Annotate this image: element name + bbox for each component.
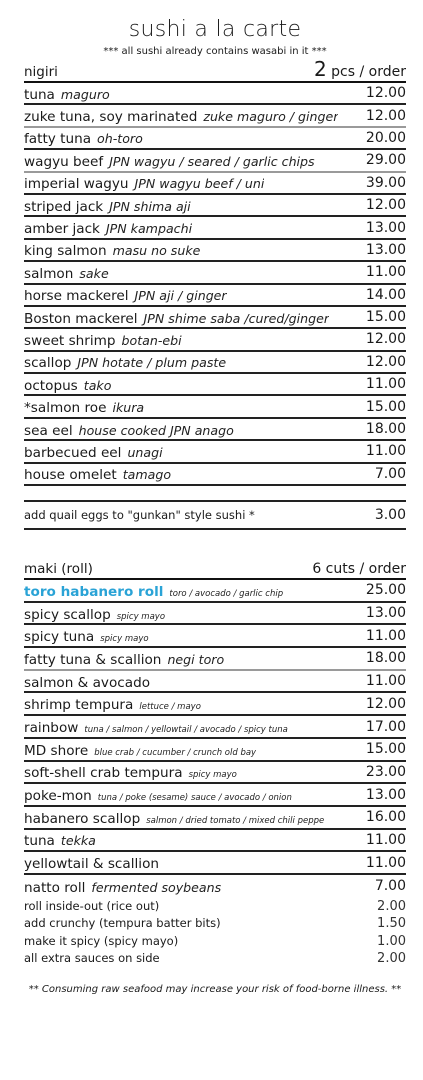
item-description: JPN shime saba /cured/ginger [143,310,330,326]
item-name: striped jack [24,198,104,215]
item-label [24,717,288,736]
item-description: fermented soybeans [91,879,222,895]
item-name: octopus [24,377,78,394]
item-price: 15.00 [365,398,406,415]
item-label [24,375,111,394]
extra-option-row [24,933,406,951]
item-price: 11.00 [365,831,406,848]
item-description: salmon / dried tomato / mixed chili peppe [146,815,325,826]
menu-item-row [24,648,406,671]
item-label [24,672,156,691]
item-description: spicy mayo [116,611,166,622]
extra-option-text: roll inside-out (rice out) [24,898,160,913]
item-name: tuna [24,833,55,850]
menu-item-row [24,441,406,463]
item-description: JPN aji / ginger [134,288,227,304]
menu-item-row [24,173,406,195]
menu-item-row [24,807,406,830]
menu-item-row [24,671,406,694]
wasabi-note: *** all sushi already contains wasabi in it *** [103,46,327,57]
menu-item-row [24,716,406,739]
item-name: horse mackerel [24,288,129,305]
menu-item-row [24,625,406,648]
item-description: toro / avocado / garlic chip [169,588,284,599]
item-price: 13.00 [365,786,406,803]
item-name: rainbow [24,720,79,736]
item-price: 20.00 [365,129,406,146]
quail-egg-addon [24,502,406,530]
extra-option-row [24,950,406,968]
item-price: 17.00 [365,718,406,735]
item-name: king salmon [24,243,107,260]
menu-item-row [24,217,406,239]
nigiri-spacer [24,486,406,502]
item-label [24,285,227,304]
menu-item-row [24,396,406,418]
item-description: tamago [122,467,172,483]
raw-seafood-warning: ** Consuming raw seafood may increase your risk of food-borne illness. ** [28,983,402,995]
item-name: habanero scallop [24,810,141,827]
item-name: scallop [24,355,72,372]
item-label [24,604,165,623]
item-price: 14.00 [365,286,406,303]
item-description: blue crab / cucumber / crunch old bay [94,747,257,758]
nigiri-list [24,83,406,486]
extra-option-price: 2.00 [377,951,406,967]
item-name: *salmon roe [24,400,107,417]
item-label [24,694,201,713]
item-description: masu no suke [112,243,201,259]
item-name: imperial wagyu [24,176,129,193]
menu-item-row [24,693,406,716]
item-label [24,442,163,461]
menu-item-row [24,830,406,853]
item-description: JPN wagyu beef / uni [134,176,265,192]
item-label [24,581,283,600]
item-price: 11.00 [365,264,406,281]
item-price: 11.00 [365,627,406,644]
extra-option-row [24,898,406,916]
item-name: soft-shell crab tempura [24,765,183,782]
item-label [24,740,256,759]
item-label [24,173,264,192]
item-price: 18.00 [365,650,406,667]
extra-option-price: 1.00 [377,933,406,949]
menu-item-row [24,150,406,172]
item-description: oh-toro [97,131,143,147]
item-price: 12.00 [365,331,406,348]
menu-page [24,16,406,995]
addon-price: 3.00 [374,507,406,524]
item-description: botan-ebi [121,332,182,348]
item-description: maguro [60,86,110,102]
item-name: poke-mon [24,788,92,805]
item-label [24,785,292,804]
item-description: spicy mayo [100,634,149,645]
item-label [24,263,109,282]
item-name: spicy scallop [24,606,111,623]
extra-option-row [24,915,406,933]
item-description: JPN wagyu / seared / garlic chips [109,153,315,169]
item-name: wagyu beef [24,153,104,170]
extra-option-price: 1.50 [377,916,406,932]
nigiri-per-order [313,57,406,81]
item-description: lettuce / mayo [139,702,201,713]
item-description: tekka [60,833,96,849]
item-label [24,196,191,215]
item-price: 39.00 [365,174,406,191]
item-label [24,397,144,416]
item-label [24,240,200,259]
item-description: spicy mayo [188,770,237,781]
extra-option-text: all extra sauces on side [24,951,160,966]
menu-item-row [24,603,406,626]
menu-item-row [24,419,406,441]
maki-per-order: 6 cuts / order [312,561,406,578]
item-price: 15.00 [365,741,406,758]
item-price: 12.00 [365,197,406,214]
item-description: tako [83,377,112,393]
item-name: sea eel [24,422,73,439]
item-description: JPN kampachi [105,221,193,237]
item-price: 11.00 [365,673,406,690]
menu-item-row [24,307,406,329]
item-price: 12.00 [365,695,406,712]
item-price: 11.00 [365,854,406,871]
menu-item-row [24,262,406,284]
menu-item-row [24,195,406,217]
item-name: tuna [24,86,55,103]
menu-item-row [24,762,406,785]
menu-item-row [24,739,406,762]
item-label [24,151,315,170]
item-price: 12.00 [365,85,406,102]
item-label [24,106,338,125]
item-name: salmon [24,265,74,282]
item-label [24,830,96,849]
menu-item-row [24,240,406,262]
menu-item-row [24,852,406,875]
item-label [24,877,221,896]
menu-item-row [24,784,406,807]
menu-item-row [24,83,406,105]
item-label [24,762,237,781]
extra-option-text: make it spicy (spicy mayo) [24,933,179,948]
addon-text: add quail eggs to "gunkan" style sushi * [24,508,255,523]
item-price: 29.00 [365,152,406,169]
item-price: 13.00 [365,241,406,258]
item-price: 12.00 [365,353,406,370]
item-price: 7.00 [374,465,406,482]
item-name: MD shore [24,742,89,759]
item-label [24,330,182,349]
item-label [24,352,226,371]
item-description: JPN hotate / plum paste [77,355,227,371]
item-price: 15.00 [365,309,406,326]
item-name: toro habanero roll [24,583,164,600]
maki-heading: maki (roll) [24,561,93,578]
item-name: fatty tuna [24,131,92,148]
maki-header [24,556,406,580]
item-name: Boston mackerel [24,310,138,327]
item-description: JPN shima aji [109,198,191,214]
menu-item-row [24,374,406,396]
menu-item-row [24,580,406,603]
item-name: house omelet [24,467,117,484]
item-name: salmon & avocado [24,674,151,691]
item-description: ikura [112,400,145,416]
nigiri-header [24,59,406,83]
item-label [24,218,192,237]
item-label [24,853,165,872]
item-description: tuna / poke (sesame) sauce / avocado / onion [97,793,292,804]
item-price: 11.00 [365,443,406,460]
item-name: spicy tuna [24,629,95,646]
item-description: tuna / salmon / yellowtail / avocado / spicy tuna [84,725,288,735]
item-label [24,420,234,439]
menu-item-row [24,352,406,374]
menu-item-row [24,329,406,351]
item-price: 23.00 [365,763,406,780]
extra-option-text: add crunchy (tempura batter bits) [24,916,221,931]
item-description: house cooked JPN anago [78,422,234,438]
extras-list [24,898,406,968]
nigiri-heading: nigiri [24,64,58,80]
maki-list [24,580,406,898]
item-label [24,626,149,645]
item-name: sweet shrimp [24,332,116,349]
extra-option-price: 2.00 [377,898,406,914]
item-price: 13.00 [365,219,406,236]
item-name: amber jack [24,221,100,238]
item-price: 16.00 [365,809,406,826]
item-name: zuke tuna, soy marinated [24,109,198,126]
item-name: shrimp tempura [24,697,134,714]
item-price: 12.00 [365,107,406,124]
item-description: negi toro [167,651,225,667]
item-label [24,308,329,327]
menu-item-row [24,128,406,150]
nigiri-piece-count: 2 [313,57,327,81]
menu-item-row [24,875,406,898]
item-name: fatty tuna & scallion [24,651,162,668]
nigiri-per-order-text: pcs / order [326,64,406,80]
item-price: 7.00 [374,878,406,895]
item-price: 25.00 [365,582,406,599]
item-label [24,84,110,103]
menu-item-row [24,464,406,486]
item-label [24,808,324,827]
item-name: barbecued eel [24,444,122,461]
item-price: 13.00 [365,605,406,622]
menu-item-row [24,285,406,307]
item-name: yellowtail & scallion [24,856,160,873]
item-description: sake [79,265,109,281]
item-label [24,649,224,668]
menu-item-row [24,105,406,127]
page-title: sushi a la carte [128,17,302,42]
item-price: 11.00 [365,376,406,393]
item-label [24,464,171,483]
item-label [24,128,143,147]
item-description: unagi [127,444,163,460]
item-name: natto roll [24,879,86,896]
item-description: zuke maguro / ginger [203,109,339,125]
item-price: 18.00 [365,421,406,438]
